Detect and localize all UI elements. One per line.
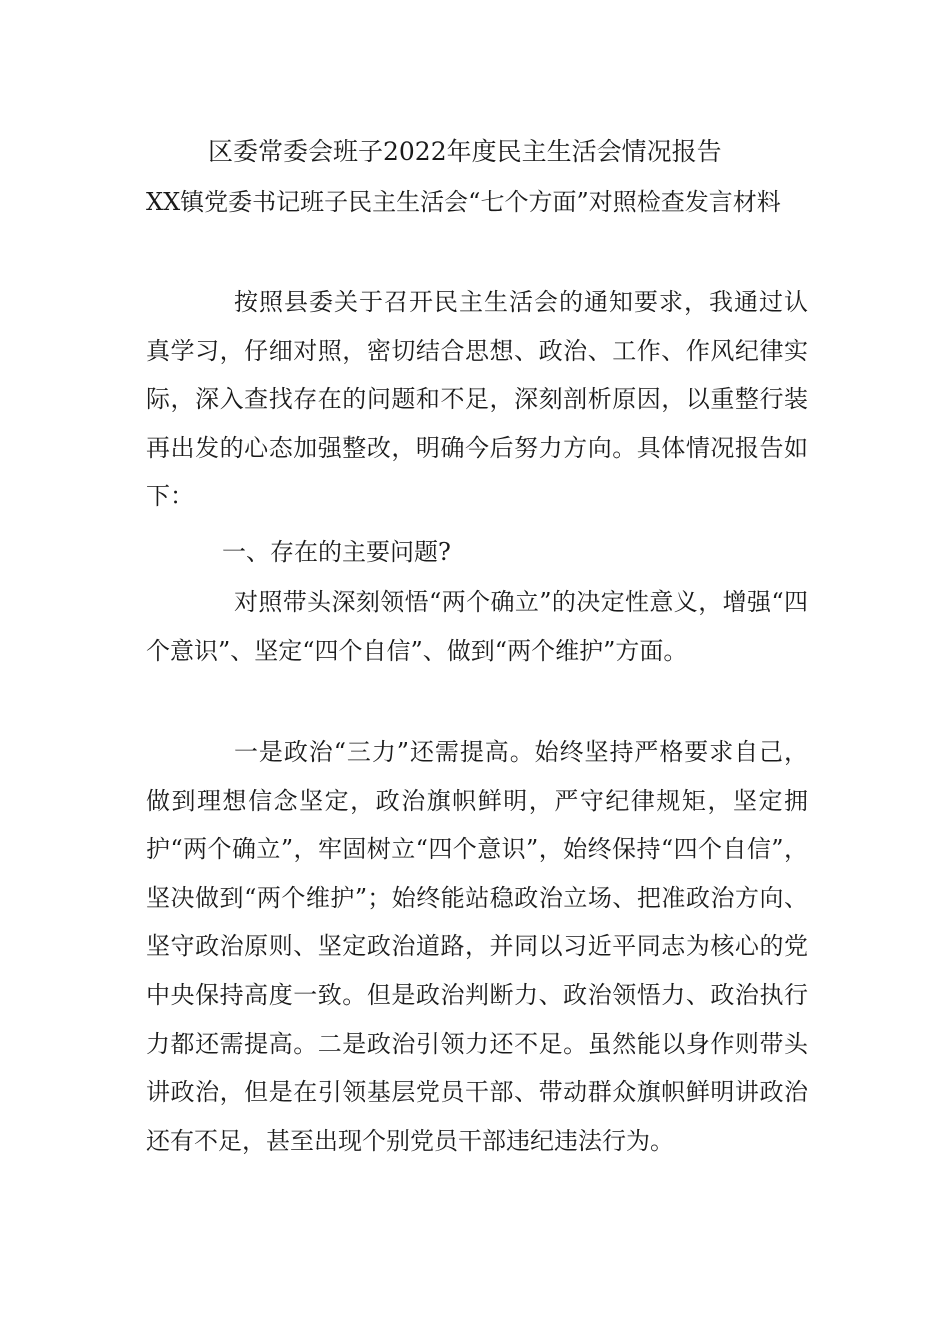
section-intro-paragraph: 对照带头深刻领悟“两个确立”的决定性意义，增强“四个意识”、坚定“四个自信”、做到“两个维护”方面。 [146, 588, 808, 665]
intro-paragraph: 按照县委关于召开民主生活会的通知要求，我通过认真学习，仔细对照，密切结合思想、政治、工作、作风纪律实际，深入查找存在的问题和不足，深刻剖析原因，以重整行装再出发的心态加强整改，明确今后努力方向。具体情况报告如下： [146, 288, 808, 511]
section-body-paragraph: 一是政治“三力”还需提高。始终坚持严格要求自己，做到理想信念坚定，政治旗帜鲜明，严守纪律规矩，坚定拥护“两个确立”，牢固树立“四个意识”，始终保持“四个自信”，坚决做到“两个维护”；始终能站稳政治立场、把准政治方向、坚守政治原则、坚定政治道路，并同以习近平同志为核心的党中央保持高度一致。但是政治判断力、政治领悟力、政治执行力都还需提高。二是政治引领力还不足。虽然能以身作则带头讲政治，但是在引领基层党员干部、带动群众旗帜鲜明讲政治还有不足，甚至出现个别党员干部违纪违法行为。 [146, 738, 808, 1155]
document-subtitle: XX镇党委书记班子民主生活会“七个方面”对照检查发言材料 [146, 188, 781, 216]
document-title: 区委常委会班子2022年度民主生活会情况报告 [208, 137, 722, 166]
section-heading: 一、存在的主要问题? [222, 538, 451, 566]
